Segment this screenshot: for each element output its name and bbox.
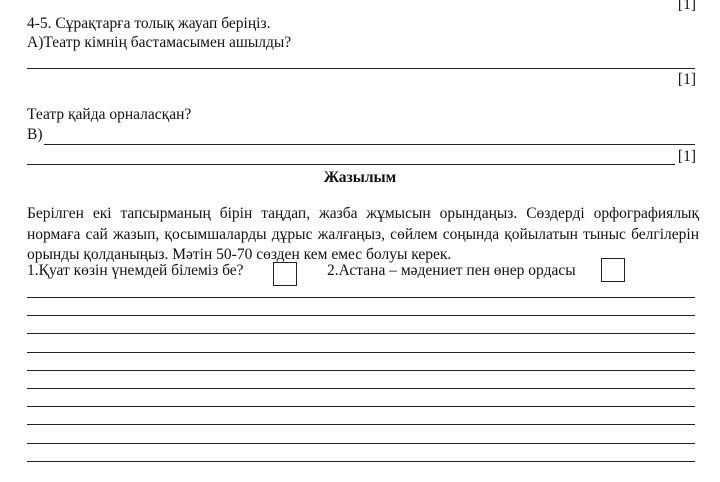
- question-b: Театр қайда орналасқан?: [27, 106, 192, 123]
- task-option-2-checkbox[interactable]: [601, 258, 625, 282]
- answer-line-b2[interactable]: [27, 164, 675, 165]
- writing-line[interactable]: [27, 461, 695, 462]
- section-title: Жазылым: [323, 169, 397, 186]
- writing-line[interactable]: [27, 297, 695, 298]
- task-option-2: 2.Астана – мәдениет пен өнер ордасы: [327, 262, 576, 279]
- question-b-label: В): [27, 126, 43, 143]
- writing-line[interactable]: [27, 424, 695, 425]
- writing-line[interactable]: [27, 333, 695, 334]
- score-mark-top: [1]: [677, 0, 696, 13]
- writing-line[interactable]: [27, 315, 695, 316]
- answer-line-b1[interactable]: [44, 144, 695, 145]
- score-mark-a: [1]: [677, 71, 696, 88]
- question-a: А)Театр кімнің бастамасымен ашылды?: [27, 34, 292, 51]
- writing-line[interactable]: [27, 388, 695, 389]
- writing-line[interactable]: [27, 370, 695, 371]
- questions-heading: 4-5. Сұрақтарға толық жауап беріңіз.: [27, 15, 271, 32]
- task-option-1: 1.Қуат көзін үнемдей білеміз бе?: [27, 262, 244, 279]
- writing-line[interactable]: [27, 352, 695, 353]
- writing-line[interactable]: [27, 406, 695, 407]
- answer-line-a[interactable]: [27, 68, 695, 69]
- score-mark-b: [1]: [677, 148, 696, 165]
- writing-line[interactable]: [27, 443, 695, 444]
- task-option-1-checkbox[interactable]: [273, 262, 297, 286]
- writing-instructions: Берілген екі тапсырманың бірін таңдап, жазба жұмысын орындаңыз. Сөздерді орфографиялық нормаға сай жазып, қосымшаларды дұрыс жалғаңыз, сөйлем соңында қойылатын тыныс белгілерін орынды қолданыңыз. Мәтін 50-70 сөзден кем емес болуы керек.: [27, 205, 699, 263]
